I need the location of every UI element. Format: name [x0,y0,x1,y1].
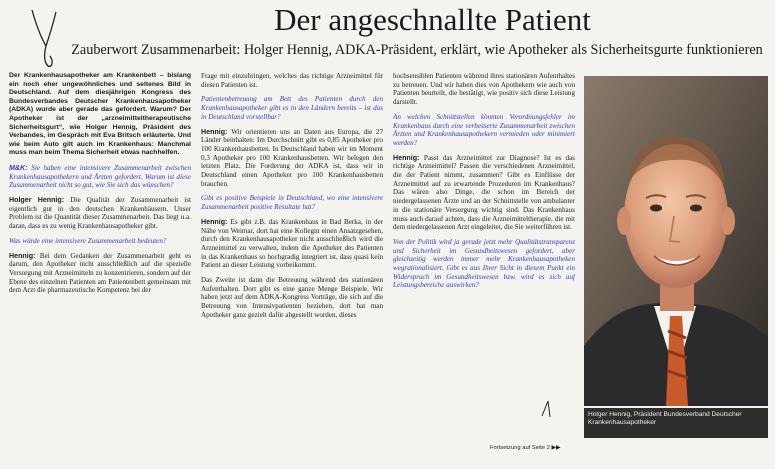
paragraph-text: hochsensiblen Patienten während ihres stationären Aufenthaltes zu betreuen. Und wir haben dies von Apothekern wie auch von Patienten beurteilt, die bestätigt, wie positiv sich diese Leistung darstellt. [393,72,575,107]
interview-question [393,113,575,148]
paragraph-text: Es gibt z.B. das Krankenhaus in Bad Berka, in der Nähe von Weimar, dort hat eine Kollegin einen Ansatzgesehen, durch den Krankenhausapotheker nicht ausschließlich wird die Arzneimittel zu verwalten, indem die Apotheker des Patienten in das Krankenhaus so hochgradig integriert ist, dass quasi kein Patient an dieser Leistung vorbeikommt. [201,217,383,270]
article-lead [9,72,191,158]
interview-answer [201,72,383,89]
interview-answer [9,196,191,231]
speaker-label: Hennig: [201,127,232,136]
headline: Der angeschnallte Patient [274,2,591,37]
interview-question [201,95,383,121]
interview-answer [393,154,575,232]
photo-caption: Holger Hennig, Präsident Bundesverband Deutscher Krankenhausapotheker [584,408,768,438]
interview-question [393,238,575,290]
interview-answer [201,218,383,270]
paragraph-text: Patientenbetreuung am Bett des Patienten durch den Krankenhausapotheker gibt es in den Ländern bereits – ist das in Deutschland vorstellbar? [201,95,383,121]
paragraph-text: Die Qualität der Zusammenarbeit ist eigentlich gut in den deutschen Krankenhäusern. Unser Problem ist die Quantität dieser Zusammenarbeit. Das liegt u.a. daran, dass es zu wenig Krankenhausapotheker gibt. [9,196,191,231]
interview-question [9,237,191,246]
speaker-label: Hennig: [9,251,40,260]
portrait-photo [584,76,768,406]
paragraph-text: Der Krankenhausapotheker am Krankenbett – bislang ein noch eher ungewöhnliches und seltenes Bild in Deutschland. Auf dem diesjährigen Kongress des Bundesverbandes Deutscher Krankenhausapotheker (ADKA) wurde aber gerade das gefordert. Warum? Der Apotheker ist der „arzneimitteltherapeutische Sicherheitsgurt“, wie Holger Hennig, Präsident des Verbandes, im Gespräch mit Eva Britsch erläuterte. Und wie beim Auto gilt auch im Krankenhaus: Manchmal muss man beim Thema Sicherheit etwas nachhelfen. [9,72,191,157]
paragraph-text: Frage mit einzubringen, welches das richtige Arzneimittel für diesen Patienten ist. [201,72,383,89]
paragraph-text: Wir orientieren uns an Daten aus Europa, die 27 Länder beinhalten: Im Durchschnitt gibt es 0,85 Apotheker pro 100 Krankenhausbetten. In Deutschland haben wir im Moment 0,3 Apotheker pro 100 Krankenhausbetten. Wir belegen den letzten Platz. Die Forderung der ADKA ist, dass wir in Deutschland einen Apotheker pro 100 Krankenhausbetten brauchen. [201,127,383,188]
interview-answer [201,276,383,320]
paragraph-text: Was würde eine intensivere Zusammenarbeit bedeuten? [9,236,167,245]
article-column-1 [9,72,191,462]
speaker-label: Holger Hennig: [9,196,71,205]
continued-on-page[interactable]: Fortsetzung auf Seite 2 ▶▶ [490,445,561,451]
speaker-label: M&K: [9,163,32,172]
paragraph-text: Gibt es positive Beispiele in Deutschland, wo eine intensivere Zusammenarbeit positive Resultate hat? [201,194,383,212]
author-signature-mark [538,398,558,420]
subtitle: Zauberwort Zusammenarbeit: Holger Hennig, ADKA-Präsident, erklärt, wie Apotheker als Sicherheitsgurte funktionieren [71,42,763,58]
interview-answer [201,128,383,189]
interview-answer [9,252,191,296]
speaker-label: Hennig: [393,153,424,162]
interview-question [9,164,191,190]
paragraph-text: Von der Politik wird ja gerade jetzt mehr Qualitätstransparenz und Sicherheit im Gesundheitswesen gefordert, aber gleichzeitig werden immer mehr Krankenhausapotheken wegrationalisiert. Gibt es aus Ihrer Sicht in diesem Punkt ein Widerspruch im Gesundheitswesen bzw. wird es sich auf Leistungsbereiche auswirken? [393,237,575,290]
paragraph-text: Sie haben eine intensivere Zusammenarbeit zwischen Krankenhausapothekern und Ärzten gefordert. Warum ist diese Zusammenarbeit nicht so gut, wie Sie sich das wünschen? [9,163,191,190]
paragraph-text: Das Zweite ist dann die Betreuung während des stationären Aufenthalten. Dort gibt es eine ganze Menge Beispiele. Wir haben jetzt auf dem ADKA-Kongress Vorträge, die sich auf die Betreuung von Intensivpatienten beziehen, dort hat man Apotheker ganz gezielt dafür abgestellt worden, dieses [201,276,383,319]
speaker-label: Hennig: [201,217,231,226]
interview-answer [393,72,575,107]
handwritten-mark [22,6,72,70]
portrait-illustration [584,76,768,406]
paragraph-text: An welchen Schnittstellen könnten Verordnungsfehler im Krankenhaus durch eine verbesserte Zusammenarbeit zwischen Ärzten und Krankenhausapothekern vermieden oder minimiert werden? [393,112,575,147]
paragraph-text: Bei dem Gedanken der Zusammenarbeit geht es darum, den Apotheker nicht ausschließlich auf die spezielle Versorgung mit Arzneimitteln zu konzentrieren, sondern auf der Ebene des einzelnen Patienten am Patientenbett gemeinsam mit dem Arzt die pharmazeutische Kompetenz bei der [9,251,191,295]
interview-question [201,194,383,211]
paragraph-text: Passt das Arzneimittel zur Diagnose? Ist es das richtige Arzneimittel? Passen die verschiedenen Arzneimittel, die der Patient nimmt, zusammen? Gibt es Einflüsse der Arzneimittel auf zu erwartende Prozeduren im Krankenhaus? Das wären also Dinge, die schon im Bereich der niedergelassenen Ärzte und an der Schnittstelle von ambulanter in die stationäre Versorgung wichtig sind. Das Krankenhaus muss auch darauf achten, dass die Arzneimitteltherapie, die mit dem niedergelassenen Arzt eingeleitet, die Sie weiterführen ist. [393,153,575,232]
article-column-2 [201,72,383,462]
